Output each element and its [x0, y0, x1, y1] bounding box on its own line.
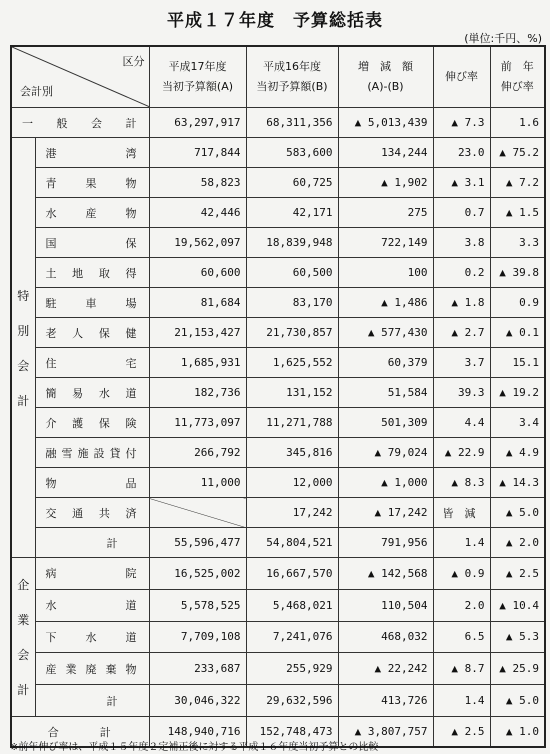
- cell-fy16: 60,725: [246, 168, 338, 198]
- row-label: 簡易水道: [35, 378, 149, 408]
- cell-fy16: 12,000: [246, 468, 338, 498]
- cell-fy16: 1,625,552: [246, 348, 338, 378]
- cell-diff: 51,584: [338, 378, 433, 408]
- table-row-special: [11, 318, 545, 348]
- cell-diff: ▲ 142,568: [338, 558, 433, 590]
- row-label: 土地取得: [35, 258, 149, 288]
- cell-rate: ▲ 22.9: [433, 438, 490, 468]
- cell-fy16: 60,500: [246, 258, 338, 288]
- special-accounts: [11, 138, 545, 558]
- cell-rate: ▲ 1.8: [433, 288, 490, 318]
- row-label: 産業廃棄物: [35, 653, 149, 685]
- group-label-char: 会: [17, 648, 30, 662]
- table-row-special: [11, 348, 545, 378]
- header-col-fy16: 平成16年度 当初予算額(B): [246, 46, 338, 108]
- cell-fy17: 7,709,108: [149, 621, 246, 653]
- cell-prev-rate: ▲ 75.2: [490, 138, 545, 168]
- cell-fy17: 58,823: [149, 168, 246, 198]
- row-label: 水産物: [35, 198, 149, 228]
- cell-diff: ▲ 79,024: [338, 438, 433, 468]
- cell-fy16: 255,929: [246, 653, 338, 685]
- cell-fy17: 182,736: [149, 378, 246, 408]
- cell-fy17: 42,446: [149, 198, 246, 228]
- cell-rate: ▲ 8.7: [433, 653, 490, 685]
- group-label-char: 別: [17, 323, 30, 338]
- table-row-enterprise: [11, 621, 545, 653]
- cell-rate: 0.7: [433, 198, 490, 228]
- row-label: 交通共済: [35, 498, 149, 528]
- cell-fy17: 16,525,002: [149, 558, 246, 590]
- cell-fy16: 68,311,356: [246, 108, 338, 138]
- header-col-diff: 増 減 額 (A)-(B): [338, 46, 433, 108]
- cell-diff: ▲ 1,486: [338, 288, 433, 318]
- header-col-prev-rate: 前 年 伸び率: [490, 46, 545, 108]
- row-label: 計: [35, 685, 149, 717]
- cell-prev-rate: ▲ 25.9: [490, 653, 545, 685]
- cell-prev-rate: ▲ 19.2: [490, 378, 545, 408]
- cell-prev-rate: ▲ 1.5: [490, 198, 545, 228]
- row-label: 計: [35, 528, 149, 558]
- cell-prev-rate: 3.4: [490, 408, 545, 438]
- cell-diff: 110,504: [338, 589, 433, 621]
- budget-summary-table: [10, 45, 546, 748]
- cell-fy17: 1,685,931: [149, 348, 246, 378]
- cell-rate: ▲ 2.7: [433, 318, 490, 348]
- row-label: 介護保険: [35, 408, 149, 438]
- row-label: 物品: [35, 468, 149, 498]
- table-row-special: [11, 498, 545, 528]
- cell-fy17: 233,687: [149, 653, 246, 685]
- cell-rate: 4.4: [433, 408, 490, 438]
- row-label: 駐車場: [35, 288, 149, 318]
- table-row-general: [11, 108, 545, 138]
- header-col-fy17: 平成17年度 当初予算額(A): [149, 46, 246, 108]
- cell-rate: 1.4: [433, 685, 490, 717]
- cell-fy16: 11,271,788: [246, 408, 338, 438]
- table-row-enterprise: [11, 558, 545, 590]
- cell-fy17: 60,600: [149, 258, 246, 288]
- cell-fy17: 148,940,716: [149, 717, 246, 748]
- cell-prev-rate: ▲ 4.9: [490, 438, 545, 468]
- cell-diff: 100: [338, 258, 433, 288]
- cell-diff: 275: [338, 198, 433, 228]
- cell-fy16: 131,152: [246, 378, 338, 408]
- cell-rate: ▲ 3.1: [433, 168, 490, 198]
- cell-diff: ▲ 1,000: [338, 468, 433, 498]
- page-title: 平成１７年度 予算総括表: [167, 11, 383, 31]
- cell-diff: 134,244: [338, 138, 433, 168]
- cell-fy17: 81,684: [149, 288, 246, 318]
- cell-diff: 501,309: [338, 408, 433, 438]
- header-kaikei: 会計別: [20, 85, 53, 98]
- cell-diff: ▲ 22,242: [338, 653, 433, 685]
- cell-diff: 468,032: [338, 621, 433, 653]
- cell-prev-rate: ▲ 2.0: [490, 528, 545, 558]
- cell-rate: 皆 減: [433, 498, 490, 528]
- table-row-special: [11, 438, 545, 468]
- group-label-char: 計: [17, 683, 30, 697]
- cell-fy17: 717,844: [149, 138, 246, 168]
- cell-prev-rate: ▲ 5.0: [490, 685, 545, 717]
- cell-prev-rate: ▲ 39.8: [490, 258, 545, 288]
- cell-fy16: 345,816: [246, 438, 338, 468]
- cell-prev-rate: ▲ 14.3: [490, 468, 545, 498]
- cell-prev-rate: ▲ 2.5: [490, 558, 545, 590]
- cell-fy16: 54,804,521: [246, 528, 338, 558]
- cell-fy16: 583,600: [246, 138, 338, 168]
- row-label: 青果物: [35, 168, 149, 198]
- row-label: 国保: [35, 228, 149, 258]
- cell-diff: 791,956: [338, 528, 433, 558]
- cell-prev-rate: ▲ 7.2: [490, 168, 545, 198]
- unit-label: (単位:千円、%): [464, 32, 542, 45]
- table-row-special: [11, 138, 545, 168]
- row-label: 港湾: [35, 138, 149, 168]
- table-row-enterprise: [11, 653, 545, 685]
- cell-rate: 3.8: [433, 228, 490, 258]
- cell-prev-rate: ▲ 0.1: [490, 318, 545, 348]
- group-label: [11, 558, 35, 717]
- group-label-char: 会: [17, 358, 30, 373]
- table-row-special-total: [11, 528, 545, 558]
- table-row-special: [11, 408, 545, 438]
- table-row-special: [11, 468, 545, 498]
- table-header-row: [11, 46, 545, 108]
- cell-diff: 722,149: [338, 228, 433, 258]
- cell-fy17: 63,297,917: [149, 108, 246, 138]
- cell-diff: 413,726: [338, 685, 433, 717]
- cell-fy16: 17,242: [246, 498, 338, 528]
- cell-fy17: 11,000: [149, 468, 246, 498]
- footnote: ※前年伸び率は、平成１５年度２定補正後に対する平成１６年度当初予算との比較: [10, 742, 379, 753]
- cell-diff: ▲ 1,902: [338, 168, 433, 198]
- cell-rate: 0.2: [433, 258, 490, 288]
- group-label-char: 特: [17, 288, 30, 303]
- cell-fy16: 83,170: [246, 288, 338, 318]
- table-row-enterprise-total: [11, 685, 545, 717]
- cell-fy16: 16,667,570: [246, 558, 338, 590]
- cell-fy17: 30,046,322: [149, 685, 246, 717]
- cell-prev-rate: 3.3: [490, 228, 545, 258]
- cell-diff: ▲ 577,430: [338, 318, 433, 348]
- group-label-char: 業: [17, 613, 30, 627]
- cell-rate: 3.7: [433, 348, 490, 378]
- group-label-char: 企: [17, 578, 30, 592]
- row-label: 下水道: [35, 621, 149, 653]
- row-label: 老人保健: [35, 318, 149, 348]
- cell-rate: ▲ 0.9: [433, 558, 490, 590]
- cell-diff: ▲ 3,807,757: [338, 717, 433, 748]
- cell-rate: 23.0: [433, 138, 490, 168]
- cell-fy16: 7,241,076: [246, 621, 338, 653]
- table-row-enterprise: [11, 589, 545, 621]
- cell-fy16: 18,839,948: [246, 228, 338, 258]
- cell-prev-rate: ▲ 5.3: [490, 621, 545, 653]
- cell-fy17: 5,578,525: [149, 589, 246, 621]
- cell-rate: 1.4: [433, 528, 490, 558]
- cell-rate: ▲ 2.5: [433, 717, 490, 748]
- cell-rate: ▲ 7.3: [433, 108, 490, 138]
- header-diagonal-cell: [11, 46, 149, 108]
- header-kubun: 区分: [122, 55, 145, 68]
- row-label: 一般会計: [11, 108, 149, 138]
- cell-fy17: 55,596,477: [149, 528, 246, 558]
- cell-fy16: 5,468,021: [246, 589, 338, 621]
- cell-prev-rate: ▲ 5.0: [490, 498, 545, 528]
- table-row-special: [11, 198, 545, 228]
- row-label: 融雪施設貸付: [35, 438, 149, 468]
- enterprise-accounts: [11, 558, 545, 717]
- cell-diff: ▲ 17,242: [338, 498, 433, 528]
- cell-fy17: [149, 498, 246, 528]
- cell-fy16: 42,171: [246, 198, 338, 228]
- cell-rate: 2.0: [433, 589, 490, 621]
- row-label: 合 計: [11, 717, 149, 748]
- table-row-special: [11, 288, 545, 318]
- header-col-rate: 伸び率: [433, 46, 490, 108]
- cell-prev-rate: ▲ 10.4: [490, 589, 545, 621]
- cell-prev-rate: 15.1: [490, 348, 545, 378]
- group-label-char: 計: [17, 393, 30, 408]
- cell-fy17: 266,792: [149, 438, 246, 468]
- row-label: 住宅: [35, 348, 149, 378]
- table-row-special: [11, 168, 545, 198]
- table-row-special: [11, 258, 545, 288]
- group-label: [11, 138, 35, 558]
- cell-rate: 39.3: [433, 378, 490, 408]
- cell-prev-rate: 1.6: [490, 108, 545, 138]
- table-row-special: [11, 378, 545, 408]
- cell-fy17: 21,153,427: [149, 318, 246, 348]
- cell-prev-rate: 0.9: [490, 288, 545, 318]
- table-row-special: [11, 228, 545, 258]
- cell-fy17: 11,773,097: [149, 408, 246, 438]
- cell-diff: 60,379: [338, 348, 433, 378]
- row-label: 水道: [35, 589, 149, 621]
- cell-diff: ▲ 5,013,439: [338, 108, 433, 138]
- cell-prev-rate: ▲ 1.0: [490, 717, 545, 748]
- cell-fy17: 19,562,097: [149, 228, 246, 258]
- cell-fy16: 29,632,596: [246, 685, 338, 717]
- cell-fy16: 152,748,473: [246, 717, 338, 748]
- cell-rate: ▲ 8.3: [433, 468, 490, 498]
- cell-rate: 6.5: [433, 621, 490, 653]
- cell-fy16: 21,730,857: [246, 318, 338, 348]
- row-label: 病院: [35, 558, 149, 590]
